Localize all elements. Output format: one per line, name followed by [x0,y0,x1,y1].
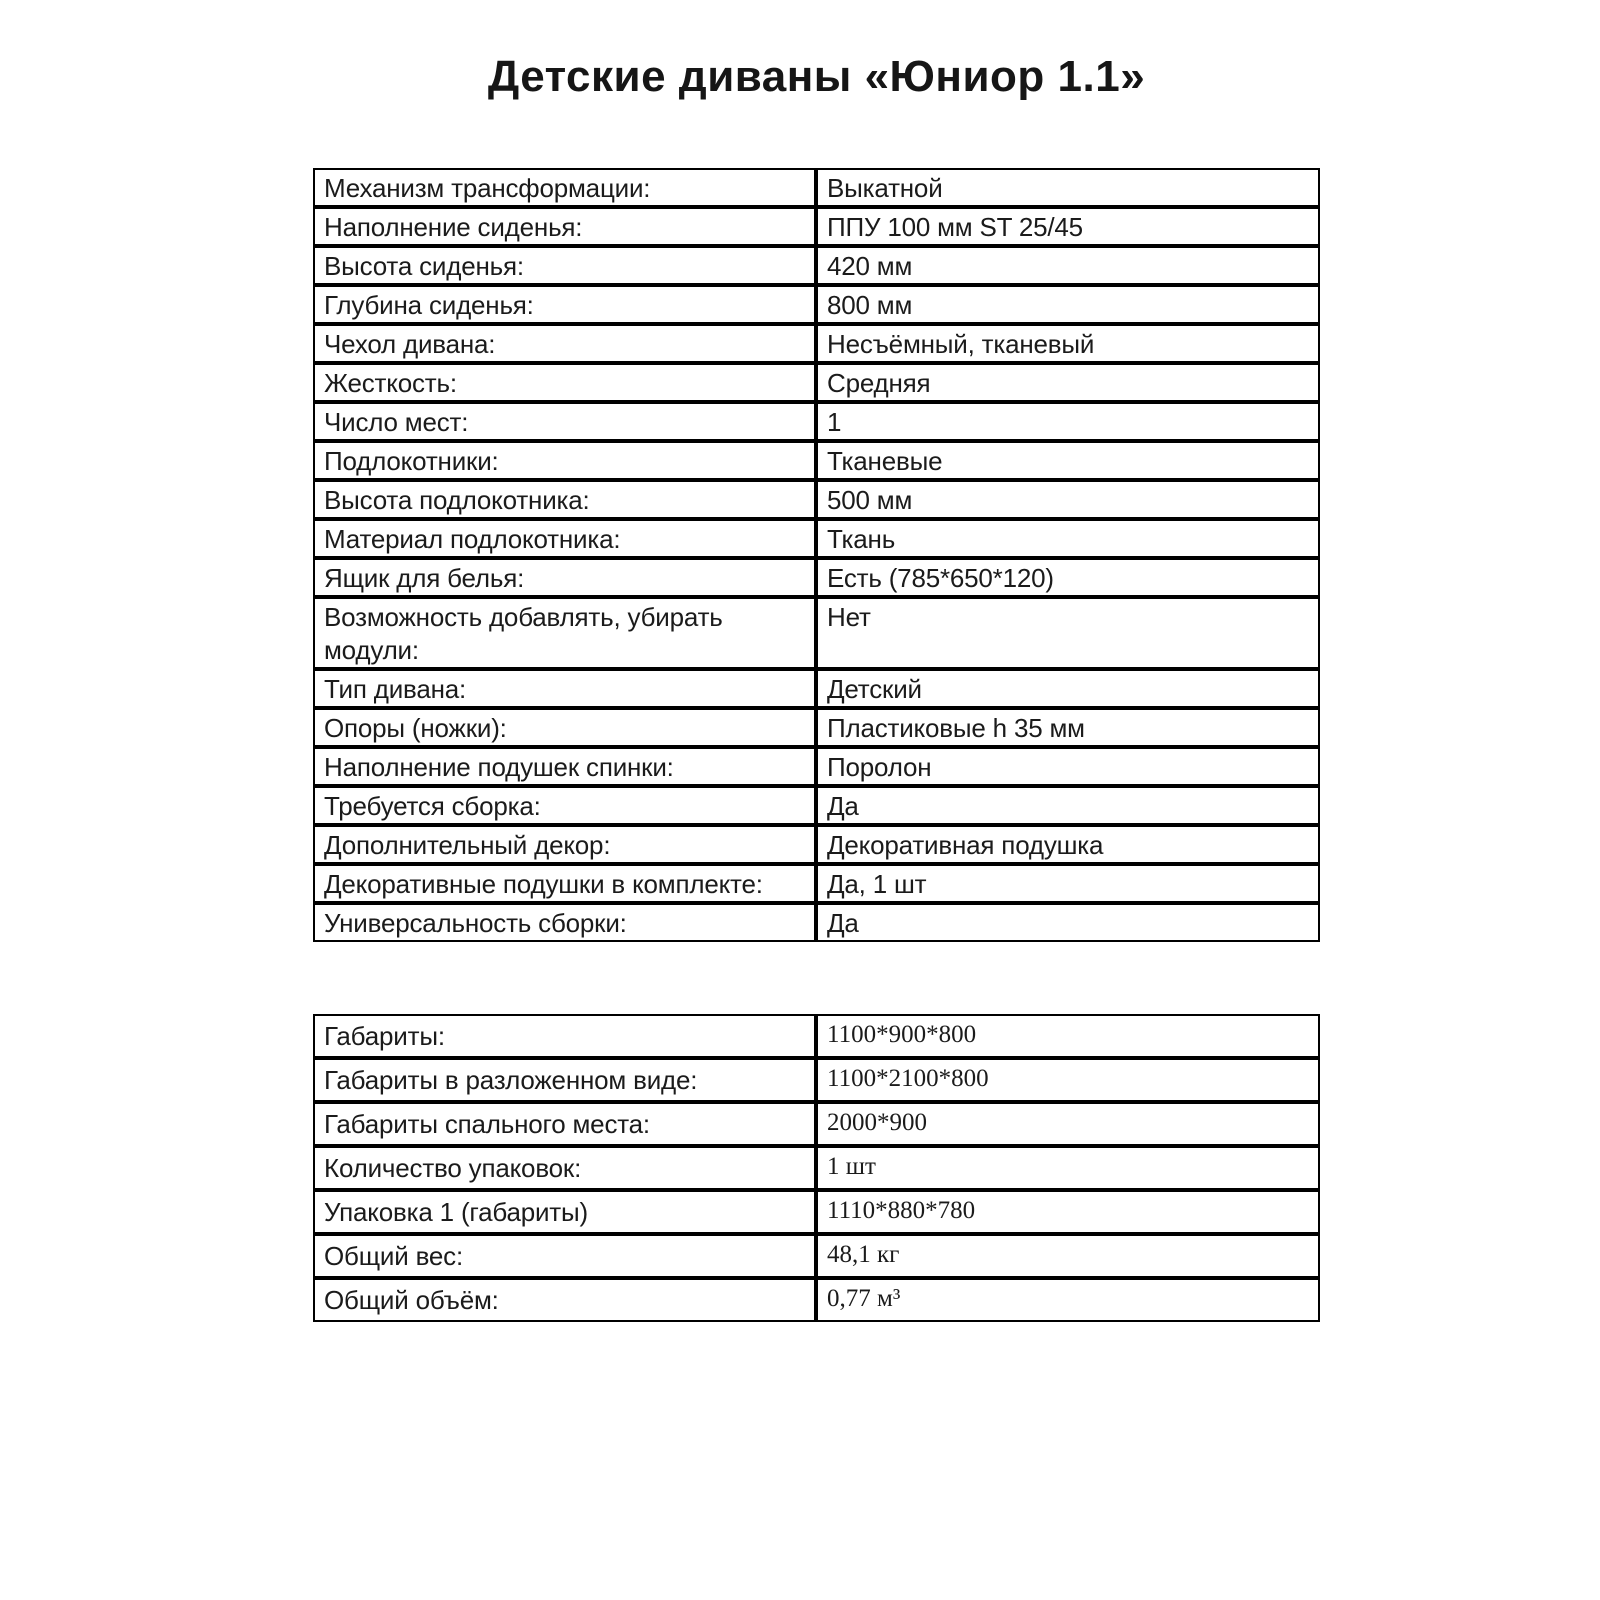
spec-value: ППУ 100 мм ST 25/45 [816,207,1320,246]
spec-label: Число мест: [313,402,816,441]
spec-label: Возможность добавлять, убирать модули: [313,597,816,669]
dimension-label: Габариты спального места: [313,1102,816,1146]
spec-row [313,207,1320,246]
spec-value: 500 мм [816,480,1320,519]
spec-label: Наполнение подушек спинки: [313,747,816,786]
spec-value: Тканевые [816,441,1320,480]
spec-row [313,903,1320,942]
dimension-label: Габариты в разложенном виде: [313,1058,816,1102]
dimension-value: 1 шт [816,1146,1320,1190]
spec-row [313,558,1320,597]
spec-row [313,669,1320,708]
spec-value: Декоративная подушка [816,825,1320,864]
dimension-label: Количество упаковок: [313,1146,816,1190]
dimension-row [313,1146,1320,1190]
spec-label: Декоративные подушки в комплекте: [313,864,816,903]
spec-value: Нет [816,597,1320,669]
spec-value: 420 мм [816,246,1320,285]
spec-value: 1 [816,402,1320,441]
dimension-label: Общий вес: [313,1234,816,1278]
spec-label: Механизм трансформации: [313,168,816,207]
spec-value: Да [816,786,1320,825]
spec-value: Детский [816,669,1320,708]
dimension-value: 48,1 кг [816,1234,1320,1278]
dimension-row [313,1234,1320,1278]
spec-row [313,441,1320,480]
spec-row [313,825,1320,864]
spec-value: Есть (785*650*120) [816,558,1320,597]
spec-label: Чехол дивана: [313,324,816,363]
spec-label: Тип дивана: [313,669,816,708]
dimension-value: 1110*880*780 [816,1190,1320,1234]
spec-row [313,786,1320,825]
spec-table [313,168,1320,942]
spec-value: Да [816,903,1320,942]
spec-value: Да, 1 шт [816,864,1320,903]
spec-value: Выкатной [816,168,1320,207]
spec-label: Материал подлокотника: [313,519,816,558]
dimension-row [313,1102,1320,1146]
spec-row [313,597,1320,669]
spec-value: 800 мм [816,285,1320,324]
dimension-value: 1100*900*800 [816,1014,1320,1058]
spec-row [313,246,1320,285]
spec-label: Высота подлокотника: [313,480,816,519]
dimension-row [313,1190,1320,1234]
spec-label: Высота сиденья: [313,246,816,285]
dimension-label: Упаковка 1 (габариты) [313,1190,816,1234]
page-title: Детские диваны «Юниор 1.1» [487,52,1146,101]
dimension-label: Габариты: [313,1014,816,1058]
spec-row [313,519,1320,558]
dimension-row [313,1278,1320,1322]
dimension-value: 0,77 м³ [816,1278,1320,1322]
spec-row [313,864,1320,903]
spec-label: Дополнительный декор: [313,825,816,864]
spec-label: Глубина сиденья: [313,285,816,324]
spec-row [313,324,1320,363]
spec-label: Жесткость: [313,363,816,402]
spec-row [313,402,1320,441]
spec-label: Ящик для белья: [313,558,816,597]
spec-value: Несъёмный, тканевый [816,324,1320,363]
spec-label: Наполнение сиденья: [313,207,816,246]
dimensions-table [313,1014,1320,1322]
dimension-value: 1100*2100*800 [816,1058,1320,1102]
spec-row [313,285,1320,324]
dimension-label: Общий объём: [313,1278,816,1322]
spec-label: Опоры (ножки): [313,708,816,747]
spec-value: Ткань [816,519,1320,558]
spec-label: Требуется сборка: [313,786,816,825]
spec-row [313,747,1320,786]
dimension-value: 2000*900 [816,1102,1320,1146]
document-page [313,0,1320,1322]
spec-row [313,363,1320,402]
spec-row [313,168,1320,207]
dimension-row [313,1058,1320,1102]
spec-label: Подлокотники: [313,441,816,480]
spec-value: Пластиковые h 35 мм [816,708,1320,747]
spec-row [313,708,1320,747]
spec-value: Поролон [816,747,1320,786]
spec-value: Средняя [816,363,1320,402]
spec-row [313,480,1320,519]
dimension-row [313,1014,1320,1058]
spec-label: Универсальность сборки: [313,903,816,942]
